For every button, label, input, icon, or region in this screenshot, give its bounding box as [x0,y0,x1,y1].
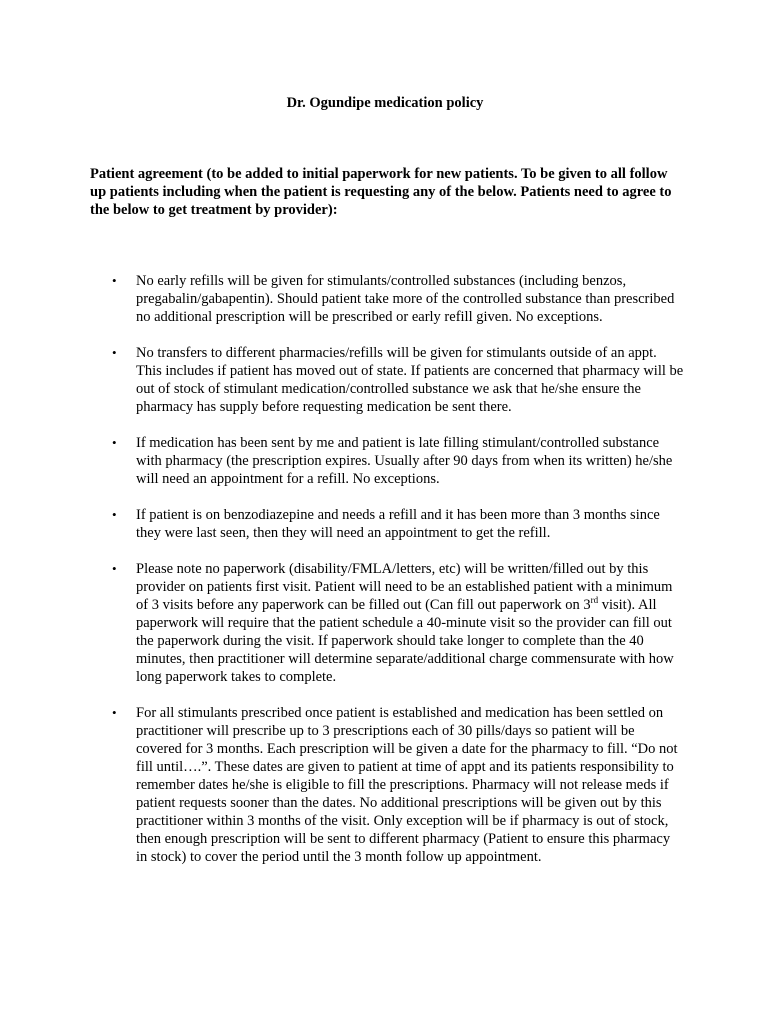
bullet-icon: • [112,705,117,720]
policy-item-text: If patient is on benzodiazepine and needs a refill and it has been more than 3 months since they were last seen, then they will need an appointment to get the refill. [136,507,660,541]
policy-item-early-refills [0,272,770,326]
policy-item-transfers [0,344,770,416]
policy-item-benzodiazepine [0,506,770,542]
bullet-icon: • [112,561,117,576]
policy-item-text: For all stimulants prescribed once patient is established and medication has been settled on practitioner will prescribe up to 3 prescriptions each of 30 pills/days so patient will be covered for 3 months. Each prescription will be given a date for the pharmacy to fill. “Do not fill until….”. These dates are given to patient at time of appt and its patients responsibility to remember dates he/she is eligible to fill the prescriptions. Pharmacy will not release meds if patient requests sooner than the dates. No additional prescriptions will be given out by this practitioner within 3 months of the visit. Only exception will be if pharmacy is out of stock, then enough prescription will be sent to different pharmacy (Patient to ensure this pharmacy in stock) to cover the period until the 3 month follow up appointment. [136,705,678,865]
bullet-icon: • [112,435,117,450]
policy-item-text: No early refills will be given for stimulants/controlled substances (including benzos, pregabalin/gabapentin). Should patient take more of the controlled substance than prescribed no additional prescription will be prescribed or early refill given. No exceptions. [136,273,675,325]
document-title: Dr. Ogundipe medication policy [286,95,484,111]
policy-item-stimulant-prescriptions [0,704,770,866]
bullet-icon: • [112,507,117,522]
policy-item-text-part: visit). All paperwork will require that the patient schedule a 40-minute visit so the provider can fill out the paperwork during the visit. If paperwork should take longer to complete than the 40 minutes, then practitioner will determine separate/additional charge commensurate with how long paperwork takes to complete. [136,597,674,685]
ordinal-suffix: rd [590,595,599,606]
policy-item-text-part: Please note no paperwork (disability/FMLA/letters, etc) will be written/filled out by this provider on patients first visit. Patient will need to be an established patient with a minimum of 3 visits before any paperwork can be filled out (Can fill out paperwork on 3 [136,561,673,613]
policy-item-text: No transfers to different pharmacies/refills will be given for stimulants outside of an appt. This includes if patient has moved out of state. If patients are concerned that pharmacy will be out of stock of stimulant medication/controlled substance we ask that he/she ensure the pharmacy has supply before requesting medication be sent there. [136,345,684,415]
policy-item-text: If medication has been sent by me and patient is late filling stimulant/controlled substance with pharmacy (the prescription expires. Usually after 90 days from when its written) he/she will need an appointment for a refill. No exceptions. [136,435,673,487]
policy-list [0,272,770,884]
policy-item-paperwork [0,560,770,686]
bullet-icon: • [112,345,117,360]
patient-agreement-intro: Patient agreement (to be added to initial paperwork for new patients. To be given to all follow up patients including when the patient is requesting any of the below. Patients need to agree to the below to get treatment by provider): [90,166,672,218]
bullet-icon: • [112,273,117,288]
policy-item-text [136,560,684,686]
policy-item-late-filling [0,434,770,488]
